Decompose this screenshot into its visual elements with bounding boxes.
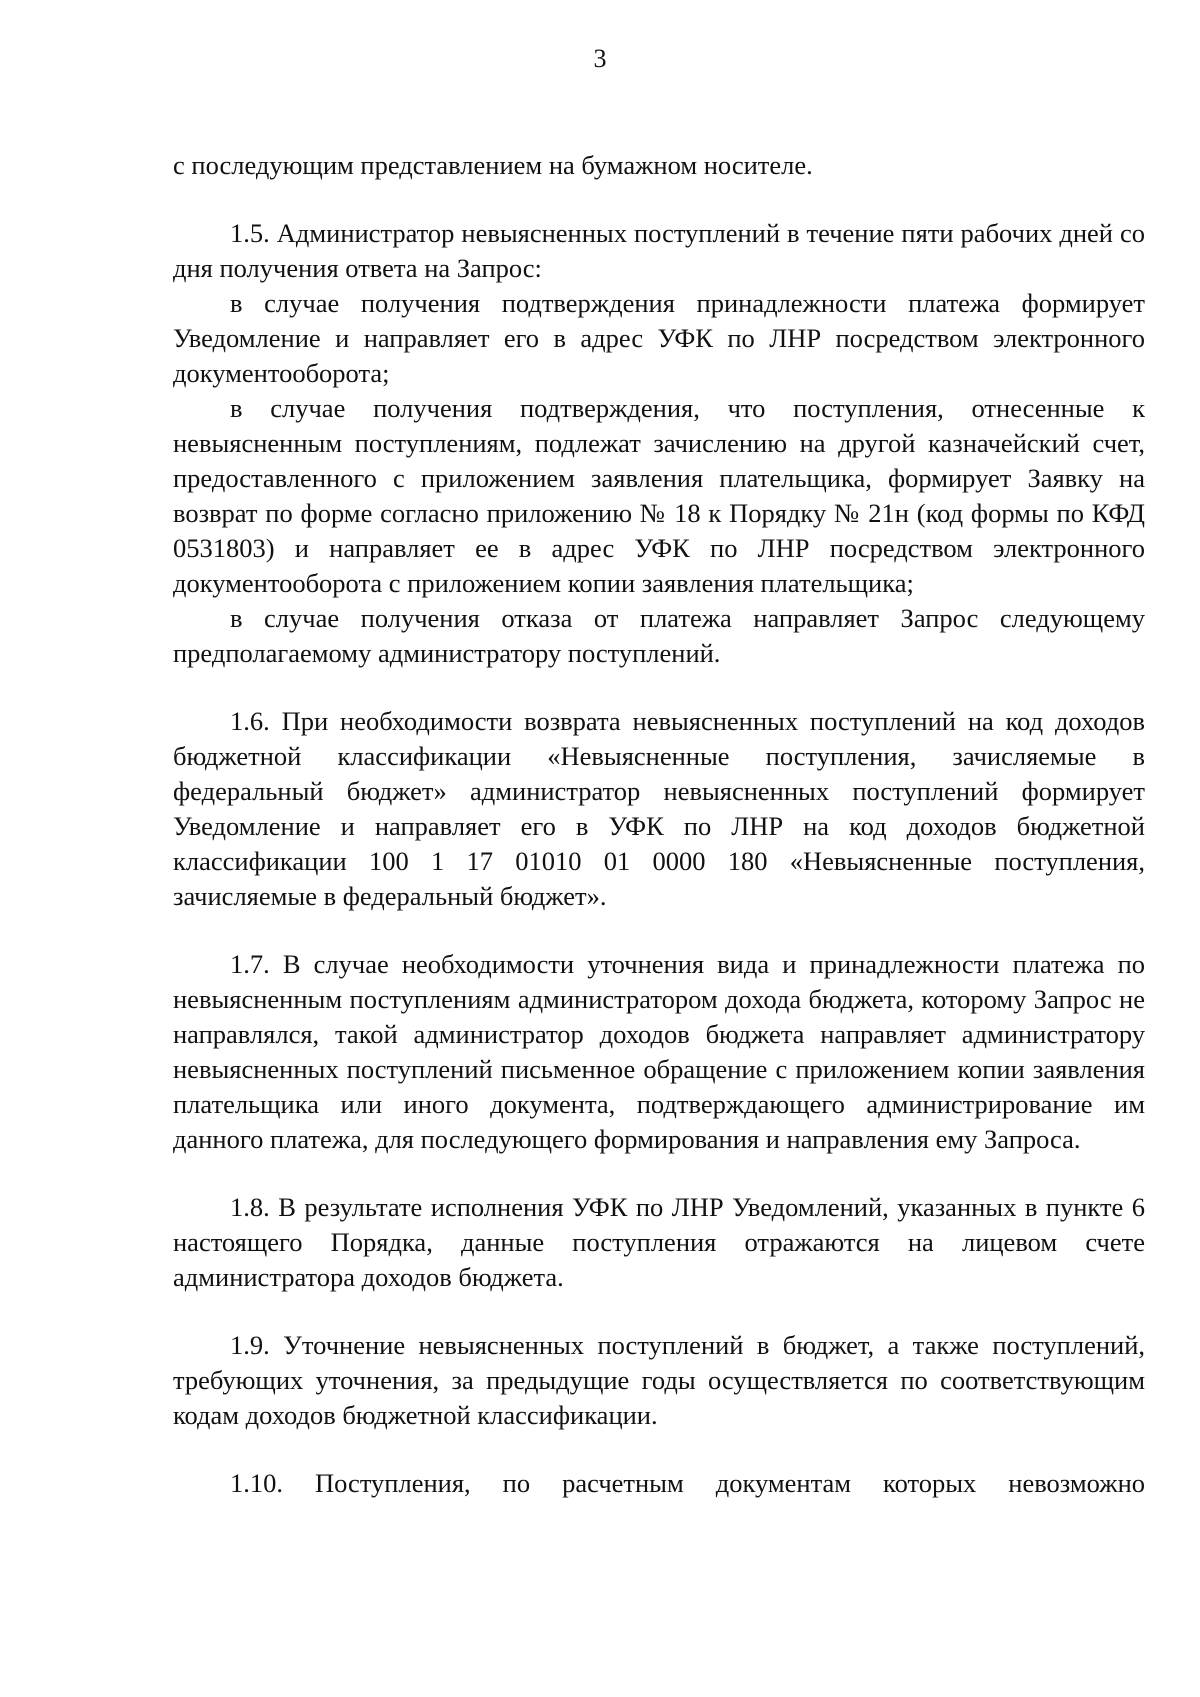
paragraph-1-10: 1.10. Поступления, по расчетным документам которых невозможно (230, 1468, 1145, 1498)
paragraph-1-5: 1.5. Администратор невыясненных поступлений в течение пяти рабочих дней со дня получения ответа на Запрос: (173, 218, 1145, 283)
paragraph-1-9: 1.9. Уточнение невыясненных поступлений в бюджет, а также поступлений, требующих уточнения, за предыдущие годы осуществляется по соответствующим кодам доходов бюджетной классификации. (173, 1330, 1145, 1430)
document-body (173, 148, 1145, 1501)
paragraph-1-7: 1.7. В случае необходимости уточнения вида и принадлежности платежа по невыясненным поступлениям администратором дохода бюджета, которому Запрос не направлялся, такой администратор доходов бюджета направляет администратору невыясненных поступлений письменное обращение с приложением копии заявления плательщика или иного документа, подтверждающего администрирование им данного платежа, для последующего формирования и направления ему Запроса. (173, 949, 1145, 1154)
page-number: 3 (593, 44, 607, 73)
paragraph-1-5-case-refusal: в случае получения отказа от платежа направляет Запрос следующему предполагаемому администратору поступлений. (173, 603, 1145, 668)
paragraph-continuation: с последующим представлением на бумажном носителе. (173, 150, 813, 180)
paragraph-1-5-case-other-account: в случае получения подтверждения, что поступления, отнесенные к невыясненным поступлениям, подлежат зачислению на другой казначейский счет, предоставленного с приложением заявления плательщика, формирует Заявку на возврат по форме согласно приложению № 18 к Порядку № 21н (код формы по КФД 0531803) и направляет ее в адрес УФК по ЛНР посредством электронного документооборота с приложением копии заявления плательщика; (173, 393, 1145, 598)
paragraph-1-5-case-confirmation: в случае получения подтверждения принадлежности платежа формирует Уведомление и направляет его в адрес УФК по ЛНР посредством электронного документооборота; (173, 288, 1145, 388)
paragraph-1-6: 1.6. При необходимости возврата невыясненных поступлений на код доходов бюджетной классификации «Невыясненные поступления, зачисляемые в федеральный бюджет» администратор невыясненных поступлений формирует Уведомление и направляет его в УФК по ЛНР на код доходов бюджетной классификации 100 1 17 01010 01 0000 180 «Невыясненные поступления, зачисляемые в федеральный бюджет». (173, 706, 1145, 911)
paragraph-1-8: 1.8. В результате исполнения УФК по ЛНР Уведомлений, указанных в пункте 6 настоящего Порядка, данные поступления отражаются на лицевом счете администратора доходов бюджета. (173, 1192, 1145, 1292)
